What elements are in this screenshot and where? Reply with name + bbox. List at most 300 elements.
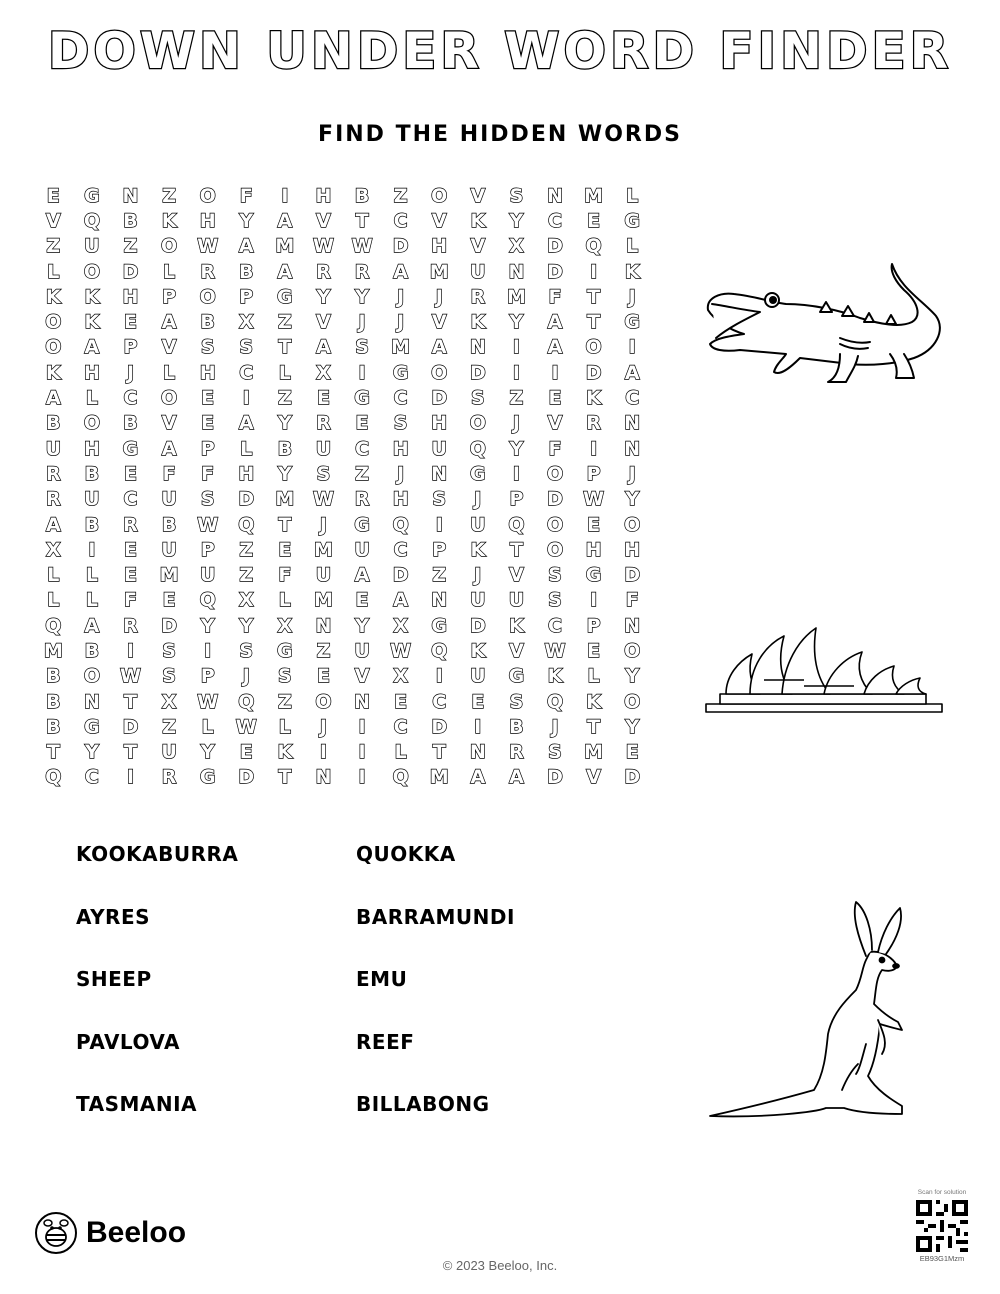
grid-letter[interactable]: M	[159, 564, 179, 587]
grid-letter[interactable]: J	[435, 285, 443, 308]
grid-letter[interactable]: S	[200, 488, 215, 511]
grid-letter[interactable]: H	[199, 361, 216, 384]
grid-letter[interactable]: O	[83, 260, 100, 283]
grid-letter[interactable]: V	[431, 209, 447, 232]
grid-letter[interactable]: H	[431, 412, 448, 435]
grid-letter[interactable]: G	[199, 766, 216, 789]
grid-letter[interactable]: I	[590, 437, 598, 460]
grid-letter[interactable]: M	[275, 235, 295, 258]
grid-letter[interactable]: B	[509, 715, 524, 738]
grid-letter[interactable]: O	[45, 311, 62, 334]
grid-letter[interactable]: E	[46, 184, 60, 207]
grid-letter[interactable]: L	[47, 260, 60, 283]
grid-letter[interactable]: D	[392, 235, 409, 258]
grid-letter[interactable]: F	[239, 184, 253, 207]
grid-letter[interactable]: L	[163, 260, 176, 283]
grid-letter[interactable]: H	[585, 538, 602, 561]
grid-letter[interactable]: G	[84, 715, 100, 738]
qr-block[interactable]	[912, 1189, 972, 1263]
word-search-grid[interactable]	[34, 183, 652, 790]
grid-letter[interactable]: E	[471, 690, 485, 713]
grid-letter[interactable]: O	[315, 690, 332, 713]
grid-letter[interactable]: M	[391, 336, 411, 359]
grid-letter[interactable]: F	[123, 589, 137, 612]
grid-letter[interactable]: J	[474, 488, 482, 511]
grid-letter[interactable]: D	[585, 361, 602, 384]
grid-letter[interactable]: H	[315, 184, 332, 207]
grid-letter[interactable]: Q	[83, 209, 100, 232]
grid-letter[interactable]: I	[281, 184, 289, 207]
grid-letter[interactable]: H	[122, 285, 139, 308]
grid-letter[interactable]: L	[626, 235, 639, 258]
grid-letter[interactable]: X	[509, 235, 524, 258]
grid-letter[interactable]: P	[123, 336, 138, 359]
grid-letter[interactable]: D	[238, 488, 255, 511]
grid-letter[interactable]: V	[470, 184, 486, 207]
grid-letter[interactable]: R	[470, 285, 486, 308]
grid-letter[interactable]: K	[277, 741, 293, 764]
grid-letter[interactable]: W	[583, 488, 605, 511]
grid-letter[interactable]: Q	[392, 766, 409, 789]
grid-letter[interactable]: A	[161, 437, 177, 460]
grid-letter[interactable]: S	[162, 665, 176, 688]
grid-letter[interactable]: L	[85, 589, 98, 612]
grid-letter[interactable]: D	[431, 715, 448, 738]
grid-letter[interactable]: A	[509, 766, 524, 789]
grid-letter[interactable]: I	[435, 665, 443, 688]
grid-letter[interactable]: V	[316, 311, 331, 334]
grid-letter[interactable]: A	[393, 589, 408, 612]
grid-letter[interactable]: Y	[200, 741, 215, 764]
grid-letter[interactable]: J	[397, 285, 405, 308]
grid-letter[interactable]: U	[84, 488, 100, 511]
grid-letter[interactable]: O	[624, 513, 641, 536]
grid-letter[interactable]: V	[161, 336, 177, 359]
grid-letter[interactable]: O	[585, 336, 602, 359]
grid-letter[interactable]: R	[316, 412, 331, 435]
grid-letter[interactable]: T	[355, 209, 369, 232]
grid-letter[interactable]: A	[354, 564, 370, 587]
grid-letter[interactable]: W	[197, 235, 219, 258]
grid-letter[interactable]: S	[509, 690, 524, 713]
grid-letter[interactable]: U	[161, 488, 177, 511]
grid-letter[interactable]: V	[431, 311, 447, 334]
grid-letter[interactable]: V	[161, 412, 177, 435]
grid-letter[interactable]: O	[45, 336, 62, 359]
grid-letter[interactable]: J	[126, 361, 135, 384]
grid-letter[interactable]: P	[586, 462, 601, 485]
grid-letter[interactable]: E	[548, 387, 562, 410]
grid-letter[interactable]: N	[508, 260, 525, 283]
grid-letter[interactable]: J	[397, 311, 405, 334]
grid-letter[interactable]: I	[590, 260, 598, 283]
grid-letter[interactable]: A	[547, 336, 563, 359]
grid-letter[interactable]: L	[47, 589, 60, 612]
grid-letter[interactable]: B	[84, 639, 100, 662]
grid-letter[interactable]: P	[432, 538, 447, 561]
grid-letter[interactable]: S	[393, 412, 408, 435]
grid-letter[interactable]: M	[584, 741, 604, 764]
grid-letter[interactable]: W	[351, 235, 373, 258]
grid-letter[interactable]: U	[508, 589, 525, 612]
grid-letter[interactable]: C	[548, 209, 562, 232]
grid-letter[interactable]: G	[122, 437, 139, 460]
grid-letter[interactable]: P	[200, 665, 215, 688]
grid-letter[interactable]: H	[392, 488, 409, 511]
grid-letter[interactable]: E	[587, 209, 601, 232]
grid-letter[interactable]: O	[546, 538, 564, 561]
grid-letter[interactable]: F	[278, 564, 292, 587]
grid-letter[interactable]: A	[431, 336, 447, 359]
grid-letter[interactable]: L	[85, 387, 98, 410]
grid-letter[interactable]: D	[547, 260, 563, 283]
grid-letter[interactable]: Q	[45, 614, 62, 637]
grid-letter[interactable]: M	[313, 589, 333, 612]
grid-letter[interactable]: N	[431, 589, 448, 612]
grid-letter[interactable]: S	[278, 665, 292, 688]
grid-letter[interactable]: G	[277, 285, 293, 308]
grid-letter[interactable]: B	[354, 184, 370, 207]
grid-letter[interactable]: E	[201, 387, 215, 410]
grid-letter[interactable]: R	[200, 260, 215, 283]
grid-letter[interactable]: V	[470, 235, 486, 258]
grid-letter[interactable]: V	[354, 665, 370, 688]
grid-letter[interactable]: D	[547, 235, 563, 258]
grid-letter[interactable]: A	[238, 235, 254, 258]
grid-letter[interactable]: F	[201, 462, 215, 485]
grid-letter[interactable]: O	[199, 184, 216, 207]
grid-letter[interactable]: P	[239, 285, 254, 308]
grid-letter[interactable]: Y	[277, 412, 292, 435]
grid-letter[interactable]: H	[238, 462, 255, 485]
grid-letter[interactable]: S	[316, 462, 331, 485]
grid-letter[interactable]: R	[45, 488, 61, 511]
grid-letter[interactable]: S	[548, 741, 562, 764]
grid-letter[interactable]: O	[546, 513, 564, 536]
grid-letter[interactable]: S	[200, 336, 215, 359]
grid-letter[interactable]: N	[431, 462, 448, 485]
grid-letter[interactable]: Y	[625, 715, 640, 738]
grid-letter[interactable]: A	[624, 361, 640, 384]
grid-letter[interactable]: O	[624, 690, 641, 713]
grid-letter[interactable]: E	[123, 538, 137, 561]
grid-letter[interactable]: J	[397, 462, 405, 485]
grid-letter[interactable]: D	[431, 387, 448, 410]
grid-letter[interactable]: S	[239, 336, 254, 359]
grid-letter[interactable]: M	[313, 538, 333, 561]
grid-letter[interactable]: Q	[238, 690, 255, 713]
grid-letter[interactable]: W	[235, 715, 257, 738]
grid-letter[interactable]: E	[278, 538, 292, 561]
grid-letter[interactable]: K	[547, 665, 563, 688]
grid-letter[interactable]: J	[628, 285, 636, 308]
grid-letter[interactable]: T	[124, 741, 137, 764]
grid-letter[interactable]: F	[162, 462, 176, 485]
grid-letter[interactable]: T	[587, 311, 601, 334]
grid-letter[interactable]: H	[431, 235, 448, 258]
grid-letter[interactable]: K	[161, 209, 177, 232]
grid-letter[interactable]: Y	[509, 311, 524, 334]
grid-letter[interactable]: B	[161, 513, 177, 536]
grid-letter[interactable]: D	[392, 564, 409, 587]
grid-letter[interactable]: G	[508, 665, 525, 688]
grid-letter[interactable]: Q	[392, 513, 409, 536]
grid-letter[interactable]: C	[393, 387, 408, 410]
grid-letter[interactable]: L	[278, 589, 291, 612]
grid-letter[interactable]: Q	[431, 639, 448, 662]
grid-letter[interactable]: X	[316, 361, 331, 384]
grid-letter[interactable]: W	[312, 488, 334, 511]
grid-letter[interactable]: R	[354, 260, 370, 283]
grid-letter[interactable]: V	[509, 564, 524, 587]
grid-letter[interactable]: I	[512, 361, 520, 384]
grid-letter[interactable]: V	[547, 412, 563, 435]
grid-letter[interactable]: Z	[509, 387, 524, 410]
grid-letter[interactable]: C	[84, 766, 99, 789]
grid-letter[interactable]: C	[393, 209, 408, 232]
qr-code-icon[interactable]	[916, 1200, 968, 1252]
grid-letter[interactable]: G	[392, 361, 409, 384]
grid-letter[interactable]: I	[358, 361, 366, 384]
grid-letter[interactable]: Y	[316, 285, 331, 308]
grid-letter[interactable]: A	[393, 260, 408, 283]
grid-letter[interactable]: L	[278, 715, 291, 738]
grid-letter[interactable]: Y	[355, 285, 369, 308]
grid-letter[interactable]: E	[355, 412, 369, 435]
grid-letter[interactable]: L	[394, 741, 407, 764]
grid-letter[interactable]: A	[84, 336, 100, 359]
grid-letter[interactable]: C	[123, 387, 138, 410]
grid-letter[interactable]: E	[123, 564, 137, 587]
grid-letter[interactable]: E	[123, 462, 137, 485]
grid-letter[interactable]: W	[390, 639, 412, 662]
grid-letter[interactable]: U	[161, 741, 177, 764]
grid-letter[interactable]: U	[470, 513, 486, 536]
grid-letter[interactable]: Y	[277, 462, 292, 485]
grid-letter[interactable]: J	[319, 715, 327, 738]
grid-letter[interactable]: D	[624, 766, 641, 789]
grid-letter[interactable]: N	[624, 412, 641, 435]
grid-letter[interactable]: T	[432, 741, 446, 764]
grid-letter[interactable]: E	[316, 665, 330, 688]
grid-letter[interactable]: H	[199, 209, 216, 232]
grid-letter[interactable]: B	[239, 260, 254, 283]
grid-letter[interactable]: O	[199, 285, 216, 308]
grid-letter[interactable]: S	[509, 184, 524, 207]
grid-letter[interactable]: O	[161, 235, 178, 258]
grid-letter[interactable]: B	[200, 311, 215, 334]
grid-letter[interactable]: I	[474, 715, 482, 738]
grid-letter[interactable]: X	[238, 311, 254, 334]
grid-letter[interactable]: G	[84, 184, 100, 207]
grid-letter[interactable]: R	[161, 766, 177, 789]
grid-letter[interactable]: Q	[508, 513, 525, 536]
grid-letter[interactable]: I	[358, 715, 366, 738]
grid-letter[interactable]: G	[585, 564, 602, 587]
grid-letter[interactable]: Z	[393, 184, 408, 207]
grid-letter[interactable]: R	[354, 488, 370, 511]
grid-letter[interactable]: S	[162, 639, 176, 662]
grid-letter[interactable]: B	[123, 209, 138, 232]
grid-letter[interactable]: M	[429, 766, 449, 789]
grid-letter[interactable]: B	[46, 715, 61, 738]
grid-letter[interactable]: W	[197, 690, 219, 713]
grid-letter[interactable]: L	[587, 665, 600, 688]
grid-letter[interactable]: U	[199, 564, 216, 587]
grid-letter[interactable]: R	[586, 412, 601, 435]
grid-letter[interactable]: R	[316, 260, 331, 283]
grid-letter[interactable]: A	[84, 614, 100, 637]
grid-letter[interactable]: J	[358, 311, 366, 334]
grid-letter[interactable]: N	[469, 741, 486, 764]
grid-letter[interactable]: M	[506, 285, 526, 308]
grid-letter[interactable]: W	[120, 665, 141, 688]
grid-letter[interactable]: A	[238, 412, 254, 435]
grid-letter[interactable]: P	[200, 538, 215, 561]
grid-letter[interactable]: U	[470, 260, 486, 283]
grid-letter[interactable]: I	[126, 639, 135, 662]
grid-letter[interactable]: Q	[45, 766, 62, 789]
grid-letter[interactable]: Y	[239, 614, 254, 637]
grid-letter[interactable]: L	[85, 564, 98, 587]
grid-letter[interactable]: Y	[509, 209, 524, 232]
grid-letter[interactable]: T	[509, 538, 523, 561]
grid-letter[interactable]: U	[161, 538, 177, 561]
grid-letter[interactable]: O	[161, 387, 178, 410]
grid-letter[interactable]: O	[624, 639, 641, 662]
grid-letter[interactable]: L	[163, 361, 176, 384]
grid-letter[interactable]: G	[277, 639, 293, 662]
grid-letter[interactable]: Z	[239, 538, 254, 561]
grid-letter[interactable]: K	[84, 311, 100, 334]
grid-letter[interactable]: N	[354, 690, 370, 713]
grid-letter[interactable]: G	[354, 387, 370, 410]
grid-letter[interactable]: A	[277, 260, 293, 283]
grid-letter[interactable]: K	[586, 387, 601, 410]
grid-letter[interactable]: I	[204, 639, 212, 662]
grid-letter[interactable]: D	[238, 766, 255, 789]
grid-letter[interactable]: Y	[509, 437, 524, 460]
grid-letter[interactable]: D	[469, 361, 486, 384]
grid-letter[interactable]: N	[83, 690, 100, 713]
grid-letter[interactable]: I	[126, 766, 135, 789]
grid-letter[interactable]: K	[624, 260, 640, 283]
grid-letter[interactable]: M	[43, 639, 63, 662]
grid-letter[interactable]: M	[275, 488, 295, 511]
grid-letter[interactable]: L	[240, 437, 253, 460]
grid-letter[interactable]: V	[509, 639, 524, 662]
grid-letter[interactable]: I	[551, 361, 559, 384]
grid-letter[interactable]: Z	[162, 184, 176, 207]
grid-letter[interactable]: K	[470, 209, 486, 232]
grid-letter[interactable]: T	[587, 285, 601, 308]
grid-letter[interactable]: T	[587, 715, 601, 738]
grid-letter[interactable]: I	[590, 589, 598, 612]
grid-letter[interactable]: H	[83, 361, 100, 384]
grid-letter[interactable]: G	[470, 462, 486, 485]
grid-letter[interactable]: U	[315, 437, 332, 460]
grid-letter[interactable]: O	[431, 184, 448, 207]
grid-letter[interactable]: J	[551, 715, 559, 738]
grid-letter[interactable]: C	[239, 361, 254, 384]
grid-letter[interactable]: O	[83, 665, 100, 688]
grid-letter[interactable]: Z	[277, 387, 292, 410]
grid-letter[interactable]: X	[161, 690, 177, 713]
grid-letter[interactable]: W	[312, 235, 334, 258]
grid-letter[interactable]: M	[429, 260, 449, 283]
grid-letter[interactable]: Q	[199, 589, 216, 612]
grid-letter[interactable]: Z	[432, 564, 447, 587]
grid-letter[interactable]: X	[393, 665, 408, 688]
grid-letter[interactable]: Q	[546, 690, 564, 713]
grid-letter[interactable]: K	[470, 639, 486, 662]
grid-letter[interactable]: G	[624, 209, 640, 232]
grid-letter[interactable]: E	[587, 513, 601, 536]
grid-letter[interactable]: S	[548, 589, 562, 612]
grid-letter[interactable]: S	[239, 639, 254, 662]
grid-letter[interactable]: S	[432, 488, 447, 511]
grid-letter[interactable]: Q	[469, 437, 486, 460]
grid-letter[interactable]: Y	[85, 741, 99, 764]
grid-letter[interactable]: D	[624, 564, 641, 587]
grid-letter[interactable]: L	[278, 361, 291, 384]
grid-letter[interactable]: N	[315, 614, 332, 637]
grid-letter[interactable]: H	[624, 538, 641, 561]
grid-letter[interactable]: A	[161, 311, 177, 334]
grid-letter[interactable]: Z	[239, 564, 254, 587]
grid-letter[interactable]: A	[470, 766, 486, 789]
grid-letter[interactable]: Q	[238, 513, 255, 536]
grid-letter[interactable]: E	[625, 741, 639, 764]
grid-letter[interactable]: K	[470, 538, 486, 561]
grid-letter[interactable]: K	[45, 361, 61, 384]
grid-letter[interactable]: P	[509, 488, 524, 511]
grid-letter[interactable]: D	[122, 260, 139, 283]
grid-letter[interactable]: J	[512, 412, 520, 435]
grid-letter[interactable]: H	[392, 437, 409, 460]
grid-letter[interactable]: U	[84, 235, 100, 258]
grid-letter[interactable]: D	[547, 766, 563, 789]
grid-letter[interactable]: L	[47, 564, 60, 587]
grid-letter[interactable]: N	[624, 437, 641, 460]
grid-letter[interactable]: E	[239, 741, 253, 764]
grid-letter[interactable]: A	[45, 387, 61, 410]
grid-letter[interactable]: B	[84, 513, 100, 536]
grid-letter[interactable]: E	[123, 311, 137, 334]
grid-letter[interactable]: Y	[239, 209, 254, 232]
grid-letter[interactable]: U	[354, 639, 370, 662]
grid-letter[interactable]: O	[546, 462, 564, 485]
grid-letter[interactable]: J	[474, 564, 482, 587]
grid-letter[interactable]: O	[83, 412, 100, 435]
grid-letter[interactable]: M	[584, 184, 604, 207]
grid-letter[interactable]: I	[435, 513, 443, 536]
grid-letter[interactable]: U	[354, 538, 370, 561]
grid-letter[interactable]: D	[161, 614, 177, 637]
grid-letter[interactable]: N	[122, 184, 139, 207]
grid-letter[interactable]: E	[355, 589, 369, 612]
grid-letter[interactable]: P	[162, 285, 177, 308]
grid-letter[interactable]: B	[277, 437, 293, 460]
grid-letter[interactable]: S	[470, 387, 485, 410]
grid-letter[interactable]: N	[547, 184, 563, 207]
grid-letter[interactable]: C	[625, 387, 640, 410]
grid-letter[interactable]: K	[586, 690, 601, 713]
grid-letter[interactable]: E	[587, 639, 601, 662]
grid-letter[interactable]: P	[200, 437, 215, 460]
grid-letter[interactable]: K	[509, 614, 524, 637]
grid-letter[interactable]: I	[512, 336, 520, 359]
